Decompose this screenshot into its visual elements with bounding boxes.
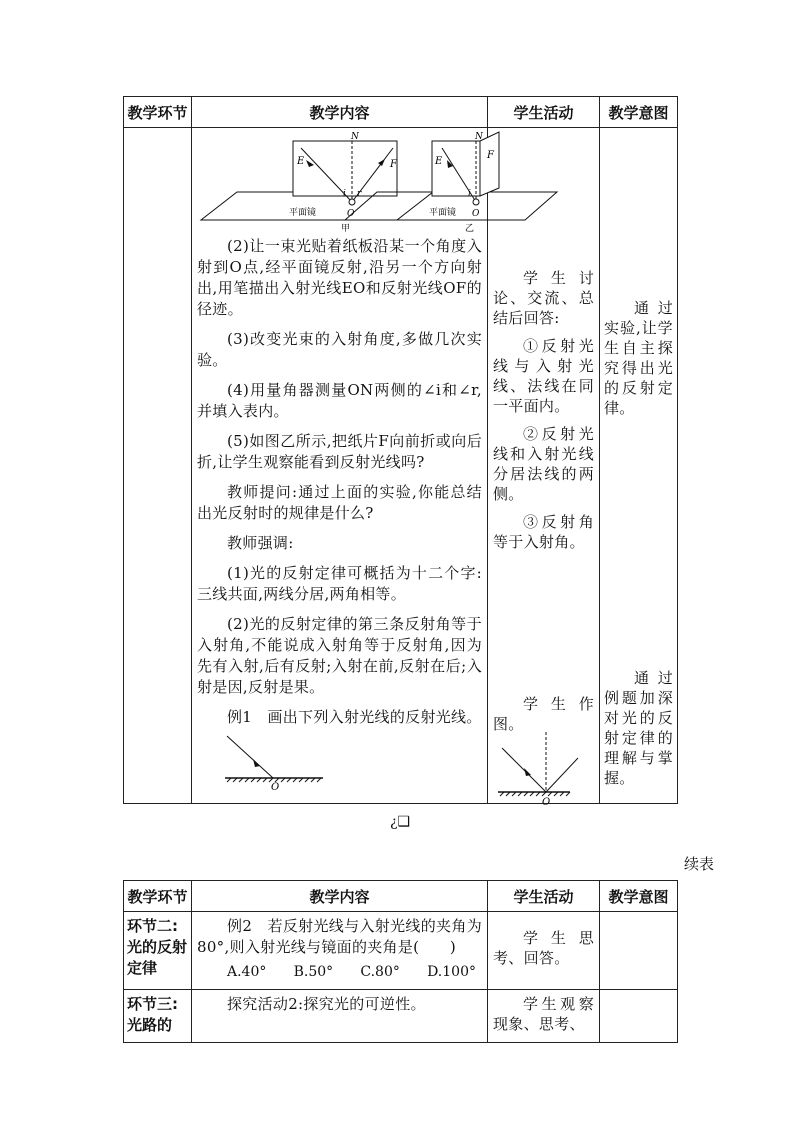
content-paragraph: (1)光的反射定律可概括为十二个字:三线共面,两线分居,两角相等。 bbox=[197, 564, 482, 603]
content-paragraph: 例2 若反射光线与入射光线的夹角为80°,则入射光线与镜面的夹角是( ) bbox=[197, 917, 482, 956]
label-f-right: F bbox=[487, 150, 494, 161]
label-i-right: i bbox=[468, 189, 471, 199]
reflection-experiment-figure bbox=[197, 132, 494, 234]
student-paragraph: 学生观察现象、思考、 bbox=[493, 995, 594, 1033]
content-paragraph: (4)用量角器测量ON两侧的∠i和∠r,并填入表内。 bbox=[197, 381, 482, 420]
table-row bbox=[124, 912, 678, 990]
caption-jia: 甲 bbox=[341, 224, 351, 234]
choice-d: D.100° bbox=[427, 964, 476, 980]
content-cell bbox=[192, 990, 488, 1043]
continued-label: 续表 bbox=[683, 855, 714, 873]
student-answer-diagram bbox=[496, 728, 596, 808]
header-content: 教学内容 bbox=[192, 881, 488, 912]
intent-cell bbox=[600, 990, 678, 1043]
label-n-right: N bbox=[475, 132, 483, 142]
student-paragraph: ②反射光线和入射光线分居法线的两侧。 bbox=[493, 425, 594, 503]
lesson-table-2 bbox=[123, 880, 678, 1043]
header-student: 学生活动 bbox=[488, 881, 600, 912]
content-paragraph: (5)如图乙所示,把纸片F向前折或向后折,让学生观察能看到反射光线吗? bbox=[197, 432, 482, 471]
content-paragraph: (2)让一束光贴着纸板沿某一个角度入射到O点,经平面镜反射,沿另一个方向射出,用笔描出入射光线EO和反射光线OF的径迹。 bbox=[197, 237, 482, 318]
student-paragraph: ①反射光线与入射光线、法线在同一平面内。 bbox=[493, 337, 594, 415]
content-paragraph: (3)改变光束的入射角度,多做几次实验。 bbox=[197, 330, 482, 369]
student-o-label: O bbox=[542, 797, 551, 808]
label-e-left: E bbox=[297, 156, 305, 167]
intent-paragraph: 通过实验,让学生自主探究得出光的反射定律。 bbox=[604, 299, 673, 417]
choice-c: C.80° bbox=[360, 964, 400, 980]
table-row bbox=[124, 128, 678, 804]
content-paragraph: (2)光的反射定律的第三条反射角等于入射角,不能说成入射角等于反射角,因为先有入射,后有反射;入射在前,反射在后;入射是因,反射是果。 bbox=[197, 615, 482, 696]
student-cell bbox=[488, 912, 600, 990]
content-cell bbox=[192, 912, 488, 990]
student-cell bbox=[488, 128, 600, 808]
page-mark: ¿❑ bbox=[390, 814, 411, 830]
content-paragraph: 例1 画出下列入射光线的反射光线。 bbox=[227, 708, 482, 726]
label-e-right: E bbox=[435, 156, 443, 167]
label-f-left: F bbox=[390, 159, 397, 170]
label-i-left: i bbox=[343, 189, 346, 199]
lesson-table-1 bbox=[123, 96, 678, 808]
student-paragraph: 学生讨论、交流、总结后回答: bbox=[493, 269, 594, 327]
content-cell bbox=[192, 128, 494, 804]
example-o-label: O bbox=[271, 782, 280, 793]
choice-b: B.50° bbox=[293, 964, 334, 980]
intent-cell bbox=[600, 912, 678, 990]
stage-cell bbox=[124, 912, 192, 990]
header-student: 学生活动 bbox=[488, 97, 600, 128]
table-header-row bbox=[124, 881, 678, 912]
intent-paragraph: 通过例题加深对光的反射定律的理解与掌握。 bbox=[604, 669, 673, 787]
header-intent: 教学意图 bbox=[600, 97, 678, 128]
label-n-left: N bbox=[351, 132, 359, 142]
label-o-right: O bbox=[472, 209, 480, 219]
mirror-label-right: 平面镜 bbox=[429, 208, 457, 218]
figure-jia bbox=[201, 141, 433, 220]
student-paragraph: 学生思考、回答。 bbox=[493, 929, 594, 967]
header-stage: 教学环节 bbox=[124, 881, 192, 912]
label-r-left: r bbox=[357, 189, 362, 199]
choice-a: A.40° bbox=[227, 964, 267, 980]
student-paragraph: 学生作图。 bbox=[493, 695, 594, 733]
stage-cell bbox=[124, 128, 192, 804]
answer-choices bbox=[197, 964, 482, 980]
table-row bbox=[124, 990, 678, 1043]
table-header-row bbox=[124, 97, 678, 128]
mirror-label-left: 平面镜 bbox=[289, 208, 317, 218]
content-paragraph: 探究活动2:探究光的可逆性。 bbox=[227, 995, 426, 1013]
student-cell bbox=[488, 990, 600, 1043]
header-content: 教学内容 bbox=[192, 97, 488, 128]
student-paragraph: ③反射角等于入射角。 bbox=[493, 513, 594, 551]
content-paragraph: 教师提问:通过上面的实验,你能总结出光反射时的规律是什么? bbox=[197, 483, 482, 522]
example-1-diagram bbox=[197, 732, 397, 792]
caption-yi: 乙 bbox=[465, 224, 475, 234]
stage-label: 环节二:光的反射定律 bbox=[127, 917, 188, 977]
label-o-left: O bbox=[347, 209, 355, 219]
header-intent: 教学意图 bbox=[600, 881, 678, 912]
header-stage: 教学环节 bbox=[124, 97, 192, 128]
stage-cell bbox=[124, 990, 192, 1043]
intent-cell bbox=[600, 128, 678, 804]
stage-label: 环节三:光路的 bbox=[127, 995, 178, 1034]
content-paragraph: 教师强调: bbox=[227, 534, 294, 552]
